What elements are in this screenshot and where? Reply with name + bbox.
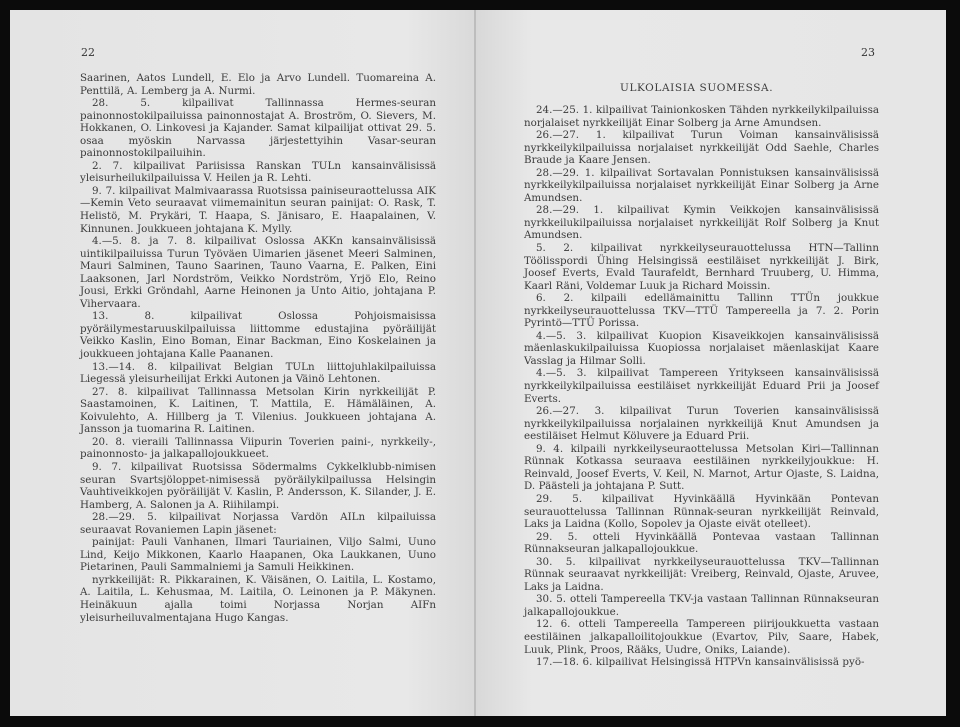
paragraph: 12. 6. otteli Tampereella Tampereen piirijoukkuetta vastaan eestiläinen jalkapalloilitojoukkue (Evartov, Pilv, Saare, Habek, Luuk, Plink, Proos, Rääks, Uudre, Oniks, Laiande). bbox=[524, 618, 879, 656]
paragraph: 28.—29. 1. kilpailivat Kymin Veikkojen kansainvälisissä nyrkkeilukilpailuissa norjalaiset nyrkkeilijät Rolf Solberg ja Knut Amundsen. bbox=[524, 204, 879, 242]
paragraph: 29. 5. kilpailivat Hyvinkäällä Hyvinkään Pontevan seurauottelussa Tallinnan Rünnak-seuran nyrkkeilijät Reinvald, Laks ja Laidna (Kollo, Sopolev ja Ojaste eivät otelleet). bbox=[524, 492, 879, 531]
paragraph: 26.—27. 3. kilpailivat Turun Toverien kansainvälisissä nyrkkeilykilpailuissa norjalainen nyrkkeilijä Knut Amundsen ja eestiläiset Helmut Köluvere ja Eduard Prii. bbox=[524, 405, 879, 443]
paragraph: 5. 2. kilpailivat nyrkkeilyseurauottelussa HTN—Tallinn Töölisspordi Ühing Helsingissä eestiläiset nyrkkeilijät J. Birk, Joosef Everts, Evald Taurafeldt, Bernhard Truuberg, U. Himma, Kaarl Räni, Voldemar Luuk ja Richard Moissin. bbox=[524, 242, 879, 292]
paragraph: nyrkkeilijät: R. Pikkarainen, K. Väisänen, O. Laitila, L. Kostamo, A. Laitila, L. Kehusmaa, M. Laitila, O. Leinonen ja P. Mäkynen. Heinäkuun ajalla toimi Norjassa Norjan AIFn yleisurheiluvalmentajana Hugo Kangas. bbox=[80, 573, 436, 624]
paragraph: 28.—29. 1. kilpailivat Sortavalan Ponnistuksen kansainvälisissä nyrkkeilykilpailuissa norjalaiset nyrkkeilijät Einar Solberg ja Arne Amundsen. bbox=[524, 166, 879, 204]
left-page bbox=[10, 10, 476, 716]
paragraph: 27. 8. kilpailivat Tallinnassa Metsolan Kirin nyrkkeilijät P. Saastamoinen, K. Laitinen, T. Mattila, E. Hämäläinen, A. Koivulehto, A. Hillberg ja T. Vilenius. Joukkueen johtajana A. Jansson ja tuomarina R. Laitinen. bbox=[80, 385, 436, 436]
paragraph: 9. 4. kilpaili nyrkkeilyseuraottelussa Metsolan Kiri—Tallinnan Rünnak Kotkassa seuraava eestiläinen nyrkkeilyjoukkue: H. Reinvald, Joosef Everts, V. Keil, N. Marnot, Artur Ojaste, S. Laidna, D. Päästeli ja johtajana P. Sutt. bbox=[524, 442, 879, 493]
paragraph: 9. 7. kilpailivat Ruotsissa Södermalms Cykkelklubb-nimisen seuran Svartsjöloppet-nimisessä pyöräilykilpailussa Helsingin Vauhtiveikkojen pyöräilijät V. Kaslin, P. Andersson, K. Silander, J. E. Hamberg, A. Salonen ja A. Riihilampi. bbox=[80, 460, 436, 511]
page-number-left: 22 bbox=[81, 46, 95, 59]
paragraph: 6. 2. kilpaili edellämainittu Tallinn TTÜn joukkue nyrkkeilyseurauottelussa TKV—TTÜ Tampereella ja 7. 2. Porin Pyrintö—TTÜ Porissa. bbox=[524, 292, 879, 330]
paragraph: 4.—5. 8. ja 7. 8. kilpailivat Oslossa AKKn kansainvälisissä uintikilpailuissa Turun Työväen Uimarien jäsenet Meeri Salminen, Mauri Salminen, Tauno Saarinen, Tauno Vaarna, E. Palken, Eini Laaksonen, Jarl Nordström, Veikko Nordström, Yrjö Elo, Reino Jousi, Erkki Gröndahl, Aarne Heinonen ja Unto Aitio, johtajana P. Vihervaara. bbox=[80, 235, 436, 310]
paragraph: 29. 5. otteli Hyvinkäällä Pontevaa vastaan Tallinnan Rünnakseuran jalkapallojoukkue. bbox=[524, 530, 879, 556]
paragraph: 30. 5. kilpailivat nyrkkeilyseurauottelussa TKV—Tallinnan Rünnak seuraavat nyrkkeilijät: Vreiberg, Reinvald, Ojaste, Aruvee, Laks ja Laidna. bbox=[524, 555, 879, 593]
right-page-body bbox=[524, 104, 879, 669]
paragraph: 28. 5. kilpailivat Tallinnassa Hermes-seuran painonnostokilpailuissa painonnostajat A. Broström, O. Sievers, M. Hokkanen, O. Linkovesi ja Kajander. Samat kilpailijat ottivat 29. 5. osaa myöskin Narvassa järjestettyihin Vasar-seuran painonnostokilpailuihin. bbox=[80, 97, 436, 160]
paragraph: 4.—5. 3. kilpailivat Kuopion Kisaveikkojen kansainvälisissä mäenlaskukilpailuissa Kuopiossa norjalaiset mäenlaskijat Kaare Vasslag ja Hilmar Solli. bbox=[524, 329, 879, 367]
paragraph: Saarinen, Aatos Lundell, E. Elo ja Arvo Lundell. Tuomareina A. Penttilä, A. Lemberg ja A. Nurmi. bbox=[80, 72, 436, 97]
section-title: ULKOLAISIA SUOMESSA. bbox=[620, 82, 774, 94]
paragraph: 9. 7. kilpailivat Malmivaarassa Ruotsissa painiseuraottelussa AIK—Kemin Veto seuraavat viimemainitun seuran painijat: O. Rask, T. Helistö, M. Prykäri, T. Haapa, S. Jänisaro, E. Haapalainen, V. Kinnunen. Joukkueen johtajana K. Mylly. bbox=[80, 184, 436, 235]
paragraph: 20. 8. vieraili Tallinnassa Viipurin Toverien paini-, nyrkkeily-, painonnosto- ja jalkapallojoukkueet. bbox=[80, 435, 436, 461]
paragraph: 17.—18. 6. kilpailivat Helsingissä HTPVn kansainvälisissä pyö- bbox=[536, 656, 865, 669]
paragraph: 26.—27. 1. kilpailivat Turun Voiman kansainvälisissä nyrkkeilykilpailuissa norjalaiset nyrkkeilijät Odd Saehle, Charles Braude ja Kaare Jensen. bbox=[524, 129, 879, 167]
paragraph: 13.—14. 8. kilpailivat Belgian TULn liittojuhlakilpailuissa Liegessä yleisurheilijat Erkki Autonen ja Väinö Lehtonen. bbox=[80, 360, 436, 386]
paragraph: 24.—25. 1. kilpailivat Tainionkosken Tähden nyrkkeilykilpailuissa norjalaiset nyrkkeilijät Einar Solberg ja Arne Amundsen. bbox=[524, 104, 879, 129]
right-page bbox=[476, 10, 946, 716]
paragraph: 2. 7. kilpailivat Pariisissa Ranskan TULn kansainvälisissä yleisurheilukilpailuissa V. Heilen ja R. Lehti. bbox=[80, 159, 436, 185]
paragraph: 4.—5. 3. kilpailivat Tampereen Yritykseen kansainvälisissä nyrkkeilykilpailuissa eestiläiset nyrkkeilijät Eduard Prii ja Joosef Everts. bbox=[524, 367, 879, 405]
paragraph: 30. 5. otteli Tampereella TKV-ja vastaan Tallinnan Rünnakseuran jalkapallojoukkue. bbox=[524, 593, 879, 618]
paragraph: 13. 8. kilpailivat Oslossa Pohjoismaisissa pyöräilymestaruuskilpailuissa liittomme edustajina pyöräilijät Veikko Kaslin, Eino Boman, Einar Backman, Eino Koskelainen ja joukkueen johtajana Kalle Paananen. bbox=[80, 310, 436, 361]
paragraph: 28.—29. 5. kilpailivat Norjassa Vardön AILn kilpailuissa seuraavat Rovaniemen Lapin jäsenet: bbox=[80, 511, 436, 536]
page-number-right: 23 bbox=[861, 46, 875, 59]
left-page-body bbox=[80, 72, 436, 624]
paragraph: painijat: Pauli Vanhanen, Ilmari Tauriainen, Viljo Salmi, Uuno Lind, Keijo Mikkonen, Kaarlo Haapanen, Oka Laukkanen, Uuno Pietarinen, Pauli Sammalniemi ja Samuli Heikkinen. bbox=[80, 536, 436, 574]
